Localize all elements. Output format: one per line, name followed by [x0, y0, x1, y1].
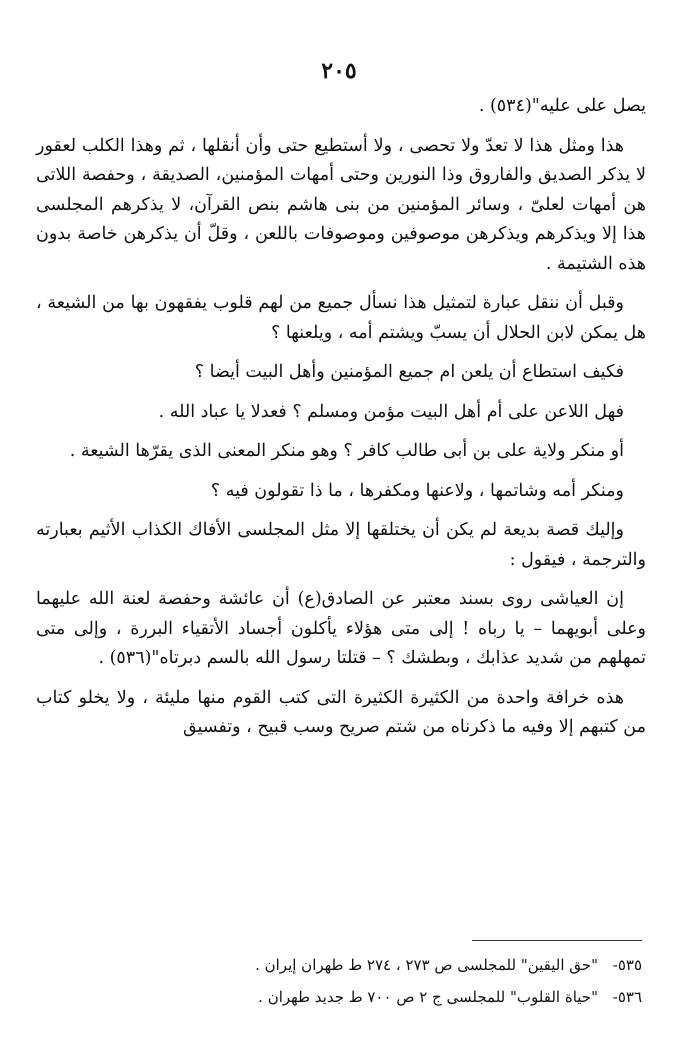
paragraph-1: يصل على عليه"(٥٣٤) . — [478, 96, 646, 116]
footnote-535 — [32, 950, 642, 980]
paragraph-4: فكيف استطاع أن يلعن ام جميع المؤمنين وأهل البيت أيضا ؟ — [194, 362, 624, 382]
footnote-number: ٥٣٥- — [612, 956, 642, 974]
paragraph-5: فهل اللاعن على أم أهل البيت مؤمن ومسلم ؟ فعدلا يا عباد الله . — [158, 401, 624, 422]
paragraph-8: وإليك قصة بديعة لم يكن أن يختلقها إلا مثل المجلسى الأفاك الكذاب الأثيم بعبارته والترجمة ، فيقول : — [36, 520, 646, 570]
paragraph-9: إن العياشى روى بسند معتبر عن الصادق(ع) أن عائشة وحفصة لعنة الله عليهما وعلى أبويهما – يا رباه ! إلى متى هؤلاء يأكلون أجساد الأتقياء البررة ، وإلى متى تمهلهم من شديد عذابك ، وبطشك ؟ – قتلتا رسول الله بالسم دبرتاه"(٥٣٦) . — [36, 589, 646, 668]
paragraph-7: ومنكر أمه وشاتمها ، ولاعنها ومكفرها ، ما ذا تقولون فيه ؟ — [210, 480, 624, 501]
body-text — [36, 92, 646, 753]
footnotes — [32, 950, 642, 1014]
footnote-divider — [472, 940, 642, 941]
paragraph-6: أو منكر ولاية على بن أبى طالب كافر ؟ وهو منكر المعنى الذى يقرّها الشيعة . — [69, 441, 624, 461]
page-number: ٢٠٥ — [321, 58, 357, 84]
paragraph-3: وقبل أن ننقل عبارة لتمثيل هذا نسأل جميع من لهم قلوب يفقهون بها من الشيعة ، هل يمكن لابن الحلال أن يسبّ ويشتم أمه ، ويلعنها ؟ — [36, 293, 646, 343]
footnote-number: ٥٣٦- — [612, 988, 642, 1006]
paragraph-10: هذه خرافة واحدة من الكثيرة الكثيرة التى كتب القوم منها مليئة ، ولا يخلو كتاب من كتبهم إلا وفيه ما ذكرناه من شتم صريح وسب قبيح ، وتفسيق — [36, 687, 646, 737]
footnote-536 — [32, 982, 642, 1012]
footnote-text: "حق اليقين" للمجلسى ص ٢٧٣ ، ٢٧٤ ط طهران إيران . — [255, 956, 598, 974]
footnote-text: "حياة القلوب" للمجلسى ج ٢ ص ٧٠٠ ط جديد طهران . — [258, 988, 598, 1006]
paragraph-2: هذا ومثل هذا لا تعدّ ولا تحصى ، ولا أستطيع حتى وأن أنقلها ، ثم وهذا الكلب لعقور لا يذكر الصديق والفاروق وذا النورين وحتى أمهات المؤمنين، الصديقة ، وحفصة اللاتى هن أمهات لعلىّ ، وسائر المؤمنين من بنى هاشم بنص القرآن، لا يذكرهم المجلسى هذا إلا ويذكرهم ويذكرهن موصوفين وموصوفات باللعن ، وقلّ أن يذكرهن خاصة بدون هذه الشتيمة . — [36, 135, 646, 274]
